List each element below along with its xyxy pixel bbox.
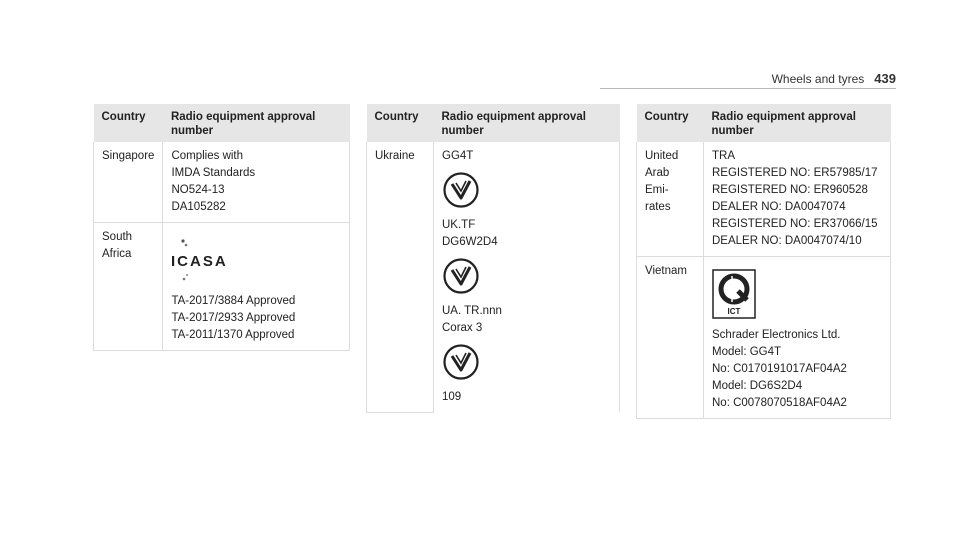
approval-line: No: C0170191017AF04A2: [712, 363, 847, 375]
ukraine-conformity-mark-icon: [442, 257, 480, 295]
table-row-singapore: [94, 142, 350, 223]
approval-line: NO524-13: [171, 184, 225, 196]
ict-certification-logo-icon: [712, 269, 756, 319]
column-header-country: Country: [367, 104, 434, 142]
approval-line: TA-2011/1370 Approved: [171, 329, 295, 341]
approval-line: TA-2017/2933 Approved: [171, 312, 296, 324]
header-rule: [600, 88, 896, 89]
approval-cell: [704, 142, 891, 257]
icasa-logo-icon: [171, 235, 231, 285]
icasa-logo-text: ICASA: [171, 253, 229, 270]
page-number: 439: [874, 71, 896, 86]
running-head: [772, 71, 896, 86]
column-header-approval: Radio equipment approval number: [704, 104, 891, 142]
approval-line: Model: GG4T: [712, 346, 782, 358]
approval-line: GG4T: [442, 150, 474, 162]
approval-cell: [704, 257, 891, 419]
approval-line: TA-2017/3884 Approved: [171, 295, 296, 307]
column-header-country: Country: [637, 104, 704, 142]
approval-line: Complies with: [171, 150, 244, 162]
approval-cell: [434, 142, 620, 412]
approval-line: TRA: [712, 150, 735, 162]
approval-cell: [163, 142, 350, 223]
table-row-ukraine: [367, 142, 620, 412]
approval-cell: [163, 223, 350, 351]
approval-line: IMDA Standards: [171, 167, 256, 179]
approval-table-3: [636, 104, 891, 419]
approval-line: No: C0078070518AF04A2: [712, 397, 847, 409]
approval-line: REGISTERED NO: ER37066/15: [712, 218, 878, 230]
ukraine-conformity-mark-icon: [442, 171, 480, 209]
approval-table-2: [366, 104, 620, 413]
approval-line: REGISTERED NO: ER57985/17: [712, 167, 878, 179]
approval-line: DA105282: [171, 201, 226, 213]
approval-line: DEALER NO: DA0047074: [712, 201, 846, 213]
approval-line: UA. TR.nnn: [442, 305, 502, 317]
approval-line: 109: [442, 391, 462, 403]
country-cell: Ukraine: [367, 142, 434, 412]
approval-line: DG6W2D4: [442, 236, 498, 248]
approval-line: UK.TF: [442, 219, 476, 231]
country-cell: Vietnam: [637, 257, 704, 419]
ukraine-conformity-mark-icon: [442, 343, 480, 381]
approval-line: DEALER NO: DA0047074/10: [712, 235, 862, 247]
approval-table-1: [93, 104, 350, 351]
ict-logo-text: ICT: [727, 307, 741, 316]
country-cell: United Arab Emi- rates: [637, 142, 704, 257]
table-row-south-africa: [94, 223, 350, 351]
country-cell: Singapore: [94, 142, 163, 223]
country-cell: South Africa: [94, 223, 163, 351]
column-header-country: Country: [94, 104, 163, 142]
column-header-approval: Radio equipment approval number: [434, 104, 620, 142]
section-title: Wheels and tyres: [771, 72, 865, 86]
approval-line: REGISTERED NO: ER960528: [712, 184, 868, 196]
approval-line: Model: DG6S2D4: [712, 380, 803, 392]
approval-line: Corax 3: [442, 322, 483, 334]
table-row-vietnam: [637, 257, 891, 419]
approval-line: Schrader Electronics Ltd.: [712, 329, 841, 341]
table-row-uae: [637, 142, 891, 257]
column-header-approval: Radio equipment approval number: [163, 104, 350, 142]
